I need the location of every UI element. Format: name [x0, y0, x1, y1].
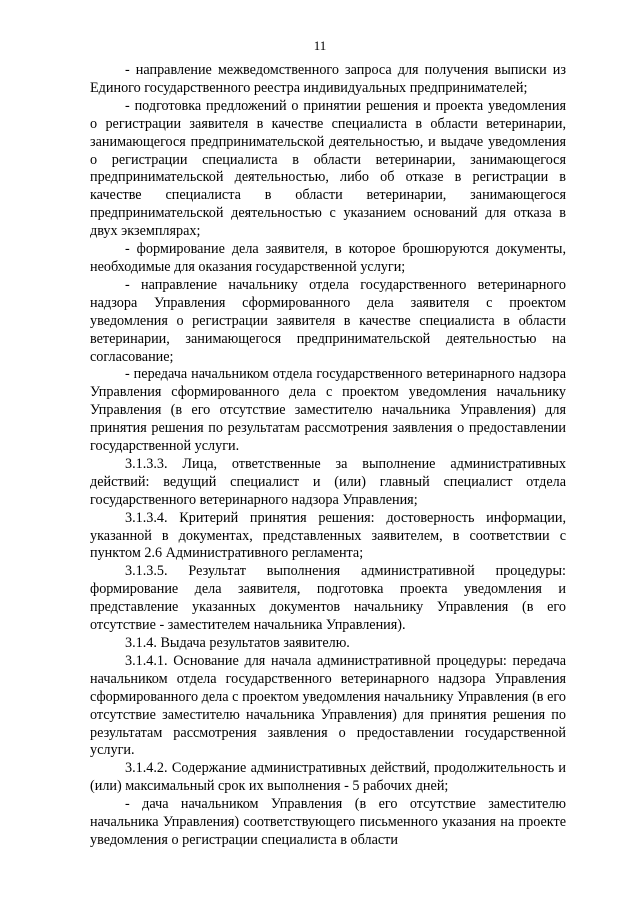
paragraph-3-1-4-1: 3.1.4.1. Основание для начала административной процедуры: передача начальником отдела государственного ветеринарного надзора Управления сформированного дела с проектом уведомления начальнику Управления (в его отсутствие заместителю начальника Управления) для принятия решения по результатам рассмотрения заявления о предоставлении государственной услуги.: [90, 652, 566, 759]
paragraph-3-1-4-2: 3.1.4.2. Содержание административных действий, продолжительность и (или) максимальный срок их выполнения - 5 рабочих дней;: [90, 760, 566, 795]
paragraph-prepare-proposal: - подготовка предложений о принятии решения и проекта уведомления о регистрации заявителя в качестве специалиста в области ветеринарии, занимающегося предпринимательской деятельностью, и выдаче уведомления о регистрации специалиста в области ветеринарии, занимающегося предпринимательской деятельностью, либо об отказе в регистрации в качестве специалиста в области ветеринарии, занимающегося предпринимательской деятельностью с указанием оснований для отказа в двух экземплярах;: [90, 97, 566, 240]
document-body: [90, 62, 566, 850]
page-number: 11: [313, 38, 327, 53]
paragraph-3-1-4: 3.1.4. Выдача результатов заявителю.: [125, 635, 350, 651]
paragraph-send-for-approval: - направление начальнику отдела государственного ветеринарного надзора Управления сформированного дела заявителя с проектом уведомления о регистрации заявителя в качестве специалиста в области ветеринарии, занимающегося предпринимательской деятельностью на согласование;: [90, 276, 566, 365]
paragraph-3-1-3-3: 3.1.3.3. Лица, ответственные за выполнение административных действий: ведущий специалист и (или) главный специалист отдела государственного ветеринарного надзора Управления;: [90, 455, 566, 508]
paragraph-request-extract: - направление межведомственного запроса для получения выписки из Единого государственного реестра индивидуальных предпринимателей;: [90, 62, 566, 96]
paragraph-written-instruction: - дача начальником Управления (в его отсутствие заместителю начальника Управления) соответствующего письменного указания на проекте уведомления о регистрации специалиста в области: [90, 796, 566, 848]
paragraph-transfer-to-head: - передача начальником отдела государственного ветеринарного надзора Управления сформированного дела с проектом уведомления начальнику Управления (в его отсутствие заместителю начальника Управления) для принятия решения по результатам рассмотрения заявления о предоставлении государственной услуги.: [90, 366, 566, 455]
paragraph-3-1-3-4: 3.1.3.4. Критерий принятия решения: достоверность информации, указанной в документах, представленных заявителем, в соответствии с пунктом 2.6 Административного регламента;: [90, 509, 566, 562]
paragraph-form-case: - формирование дела заявителя, в которое брошюруются документы, необходимые для оказания государственной услуги;: [90, 241, 566, 275]
paragraph-3-1-3-5: 3.1.3.5. Результат выполнения административной процедуры: формирование дела заявителя, подготовка проекта уведомления и представление указанных документов начальнику Управления (в его отсутствие - заместителем начальника Управления).: [90, 563, 566, 634]
